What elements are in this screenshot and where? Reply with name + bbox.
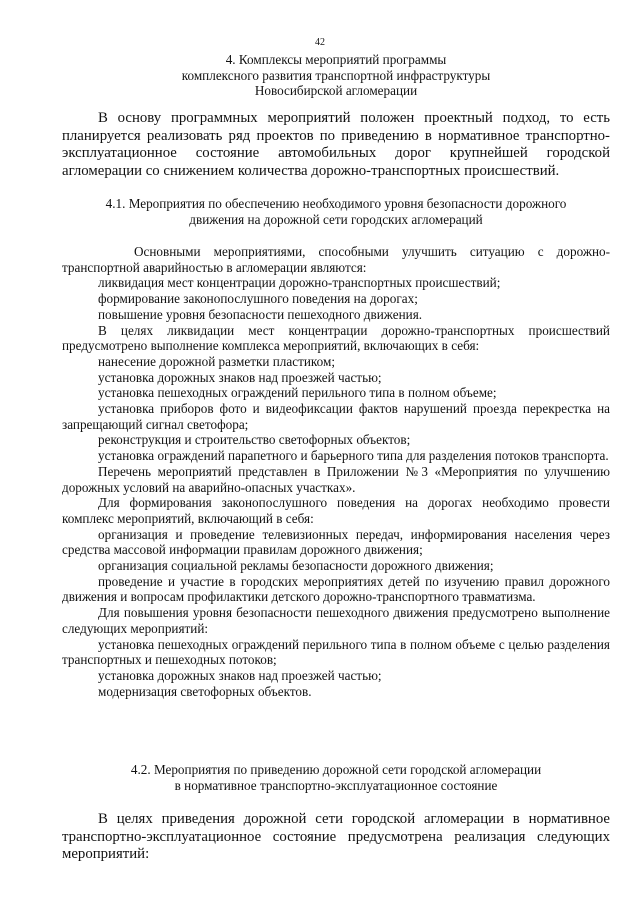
section-4-title-line-1: 4. Комплексы мероприятий программы	[225, 52, 447, 67]
list-item: повышение уровня безопасности пешеходного движения.	[98, 306, 423, 322]
section-4-2-intro-paragraph: В целях приведения дорожной сети городской агломерации в нормативное транспортно-эксплуатационное состояние предусмотрена реализация следующих мероприятий:	[62, 811, 610, 863]
page-number: 42	[315, 37, 325, 48]
list-item: установка приборов фото и видеофиксации фактов нарушений проезда перекрестка на запрещающий сигнал светофора;	[62, 401, 610, 432]
section-4-2-title-line-2: в нормативное транспортно-эксплуатационное состояние	[174, 777, 498, 793]
list-item: установка пешеходных ограждений перильного типа в полном объеме;	[98, 385, 497, 401]
paragraph-concentration-measures: В целях ликвидации мест концентрации дорожно-транспортных происшествий предусмотрено выполнение комплекса мероприятий, включающих в себя:	[62, 322, 610, 354]
section-4-2-intro	[62, 811, 610, 864]
paragraph-main-measures: Основными мероприятиями, способными улучшить ситуацию с дорожно-транспортной аварийностью в агломерации являются:	[62, 244, 610, 275]
paragraph-appendix-reference: Перечень мероприятий представлен в Приложении №3 «Мероприятия по улучшению дорожных условий на аварийно-опасных участках».	[62, 463, 610, 495]
list-item: реконструкция и строительство светофорных объектов;	[98, 432, 411, 448]
list-item: ликвидация мест концентрации дорожно-транспортных происшествий;	[98, 275, 501, 291]
list-item: модернизация светофорных объектов.	[98, 683, 312, 699]
section-4-title-line-3: Новосибирской агломерации	[254, 83, 418, 99]
list-item: проведение и участие в городских мероприятиях детей по изучению правил дорожного движения и вопросам профилактики детского дорожно-транспортного травматизма.	[62, 573, 610, 605]
section-4-intro-paragraph: В основу программных мероприятий положен проектный подход, то есть планируется реализовать ряд проектов по приведению в нормативное транспортно-эксплуатационное состояние автомобильных дорог крупнейшей городской агломерации со снижением количества дорожно-транспортных происшествий.	[62, 110, 610, 179]
list-item: организация и проведение телевизионных передач, информирования населения через средства массовой информации правилам дорожного движения;	[62, 526, 610, 558]
list-item: установка дорожных знаков над проезжей частью;	[98, 369, 382, 385]
list-item: установка дорожных знаков над проезжей частью;	[98, 667, 382, 683]
paragraph-pedestrian-safety: Для повышения уровня безопасности пешеходного движения предусмотрено выполнение следующих мероприятий:	[62, 605, 610, 636]
list-item: организация социальной рекламы безопасности дорожного движения;	[98, 558, 494, 574]
section-4-1-title-line-2: движения на дорожной сети городских агломераций	[189, 211, 483, 227]
section-4-1-title	[62, 196, 610, 227]
list-item: формирование законопослушного поведения на дорогах;	[98, 291, 418, 307]
section-4-2-title	[62, 762, 610, 793]
list-item: установка пешеходных ограждений перильного типа в полном объеме с целью разделения транспортных и пешеходных потоков;	[62, 636, 610, 668]
section-4-title	[62, 52, 610, 99]
list-item: нанесение дорожной разметки пластиком;	[98, 353, 336, 369]
section-4-intro	[62, 110, 610, 180]
section-4-1-title-line-1: 4.1. Мероприятия по обеспечению необходимого уровня безопасности дорожного	[105, 196, 567, 211]
paragraph-lawful-behavior: Для формирования законопослушного поведения на дорогах необходимо провести комплекс мероприятий, включающий в себя:	[62, 495, 610, 526]
list-item: установка ограждений парапетного и барьерного типа для разделения потоков транспорта.	[98, 448, 609, 464]
section-4-1-body	[62, 244, 610, 699]
section-4-title-line-2: комплексного развития транспортной инфраструктуры	[181, 67, 491, 83]
section-4-2-title-line-1: 4.2. Мероприятия по приведению дорожной сети городской агломерации	[130, 762, 542, 777]
